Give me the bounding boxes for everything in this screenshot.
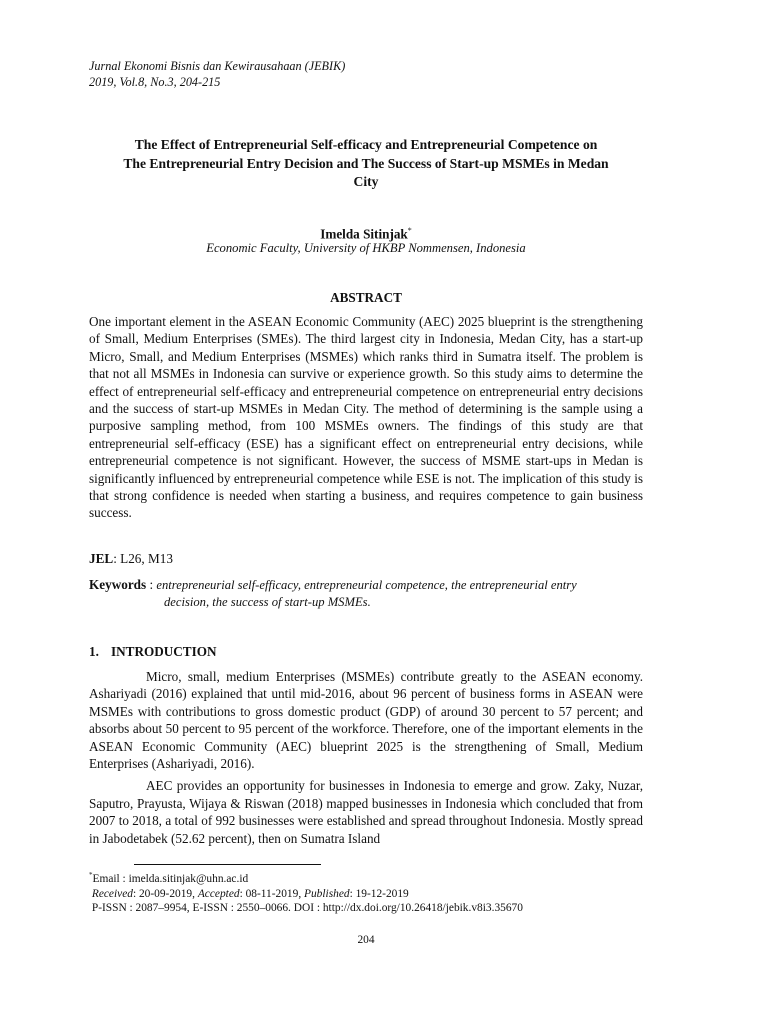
page-number: 204 <box>357 934 375 946</box>
author-footnote-mark: * <box>407 226 412 235</box>
jel-code-list: L26, M13 <box>120 551 173 566</box>
paper-title <box>89 136 643 192</box>
keywords-label: Keywords <box>89 577 147 592</box>
received-date: : 20-09-2019, <box>132 887 198 900</box>
keywords <box>89 576 643 611</box>
introduction-body <box>89 668 643 852</box>
keywords-line-1: entrepreneurial self-efficacy, entrepreneurial competence, the entrepreneurial entry <box>156 578 577 592</box>
journal-header <box>89 59 345 90</box>
accepted-date: : 08-11-2019, <box>239 887 305 900</box>
paper-page <box>89 0 643 1024</box>
accepted-label: Accepted <box>197 887 240 900</box>
published-label: Published <box>304 887 350 900</box>
title-line-3: City <box>353 174 379 190</box>
keywords-separator: : <box>146 577 157 592</box>
received-label: Received <box>91 887 133 900</box>
footnote-issn-doi <box>89 901 643 916</box>
abstract-heading: ABSTRACT <box>330 290 402 305</box>
jel-label: JEL <box>89 551 114 566</box>
footnote-email <box>89 868 643 887</box>
journal-citation: 2019, Vol.8, No.3, 204-215 <box>89 74 221 89</box>
journal-name: Jurnal Ekonomi Bisnis dan Kewirausahaan (JEBIK) <box>89 59 346 73</box>
section-number: 1. <box>89 644 99 659</box>
keywords-line-2: decision, the success of start-up MSMEs. <box>164 595 371 610</box>
section-title: INTRODUCTION <box>111 644 217 659</box>
section-heading-introduction <box>89 643 217 660</box>
jel-codes <box>89 550 173 567</box>
title-line-2: The Entrepreneurial Entry Decision and The Success of Start-up MSMEs in Medan <box>123 155 609 171</box>
issn-doi-text: P-ISSN : 2087–9954, E-ISSN : 2550–0066. DOI : http://dx.doi.org/10.26418/jebik.v8i3.35670 <box>91 902 523 915</box>
footnote-dates <box>89 887 643 902</box>
intro-paragraph-1: Micro, small, medium Enterprises (MSMEs) contribute greatly to the ASEAN economy. Ashariyadi (2016) explained that until mid-2016, about 96 percent of business forms in ASEAN were MSMEs with contributions to gross domestic product (GDP) of around 30 percent to 57 percent; and absorbs about 50 percent to 95 percent of the workforce. Therefore, one of the important elements in the ASEAN Economic Community (AEC) blueprint 2025 is the strengthening of Small, Medium Enterprises (Ashariyadi, 2016). <box>89 669 643 772</box>
jel-separator: : <box>113 551 121 566</box>
abstract-body: One important element in the ASEAN Economic Community (AEC) 2025 blueprint is the strengthening of Small, Medium Enterprises (SMEs). The third largest city in Indonesia, Medan City, has a start-up Micro, Small, and Medium Enterprises (MSMEs) which ranks third in Sumatra itself. The problem is that not all MSMEs in Indonesia can survive or experience growth. So this study aims to determine the effect of entrepreneurial self-efficacy and entrepreneurial competence on entrepreneurial entry decisions and the success of start-up MSMEs in Medan City. The method of determining is the sample using a purposive sampling method, from 100 MSMEs owners. The findings of this study are that entrepreneurial self-efficacy (ESE) has a significant effect on entrepreneurial entry decisions, while entrepreneurial competence is not significant. However, the success of MSME start-ups in Medan is significantly influenced by entrepreneurial competence while ESE is not. The implication of this study is that strong confidence is needed when starting a business, and requires competence to gain business success. <box>89 314 643 521</box>
footnote-divider <box>134 864 321 865</box>
footnote-email-text: Email : imelda.sitinjak@uhn.ac.id <box>92 872 249 885</box>
author-name: Imelda Sitinjak <box>320 226 408 242</box>
intro-paragraph-2: AEC provides an opportunity for businesses in Indonesia to emerge and grow. Zaky, Nuzar, Saputro, Prayusta, Wijaya & Riswan (2018) mapped businesses in Indonesia which concluded that from 2007 to 2018, a total of 992 businesses were established and spread throughout Indonesia. Mostly spread in Jabodetabek (52.62 percent), then on Sumatra Island <box>89 778 643 846</box>
footnotes <box>89 868 643 916</box>
footnote-mark: * <box>89 871 93 879</box>
published-date: : 19-12-2019 <box>349 887 409 900</box>
title-line-1: The Effect of Entrepreneurial Self-efficacy and Entrepreneurial Competence on <box>134 137 598 152</box>
author-affiliation: Economic Faculty, University of HKBP Nommensen, Indonesia <box>206 241 526 255</box>
